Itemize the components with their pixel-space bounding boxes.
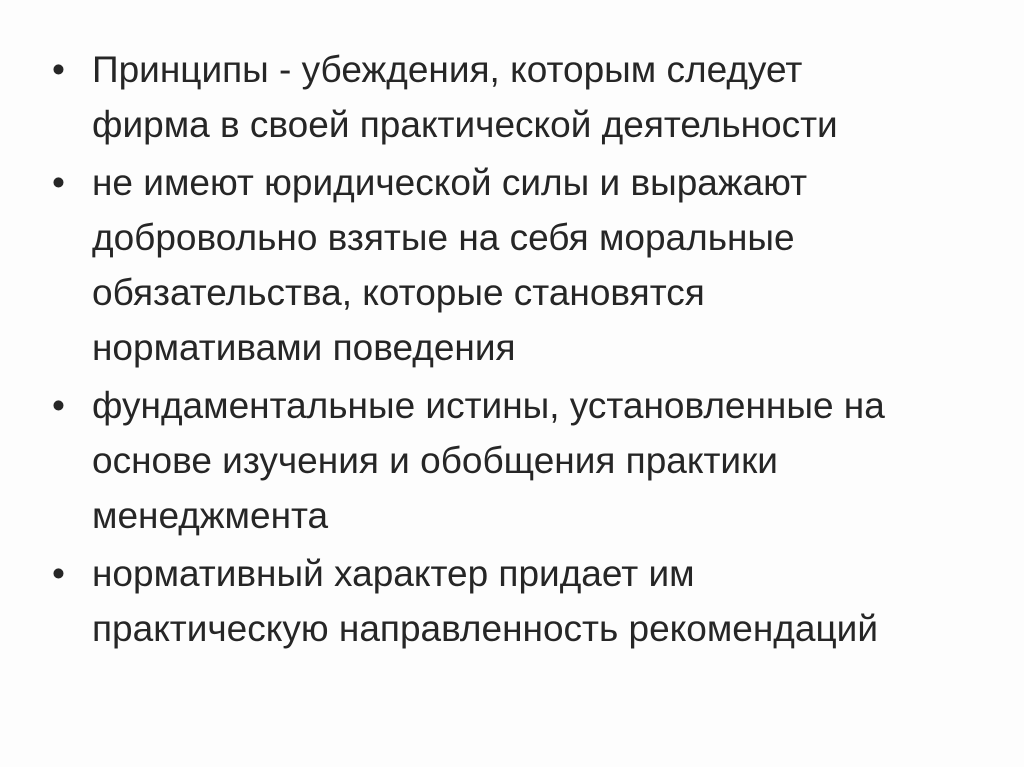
bullet-text: Принципы - убеждения, которым следует фирма в своей практической деятельности bbox=[92, 49, 838, 145]
bullet-dot-icon: • bbox=[52, 162, 65, 203]
bullet-item-principles bbox=[50, 42, 1010, 152]
bullet-item-fundamental-truths bbox=[50, 378, 1010, 543]
bullet-dot-icon: • bbox=[52, 553, 65, 594]
bullet-item-normative-character bbox=[50, 546, 1010, 656]
bullet-text: не имеют юридической силы и выражают добровольно взятые на себя моральные обязательства, которые становятся нормативами поведения bbox=[92, 162, 808, 368]
bullet-text: фундаментальные истины, установленные на основе изучения и обобщения практики менеджмента bbox=[92, 385, 885, 536]
bullet-item-legal-force bbox=[50, 155, 1010, 375]
bullet-list bbox=[50, 42, 1010, 659]
bullet-text: нормативный характер придает им практическую направленность рекомендаций bbox=[92, 553, 878, 649]
bullet-dot-icon: • bbox=[52, 49, 65, 90]
bullet-dot-icon: • bbox=[52, 385, 65, 426]
